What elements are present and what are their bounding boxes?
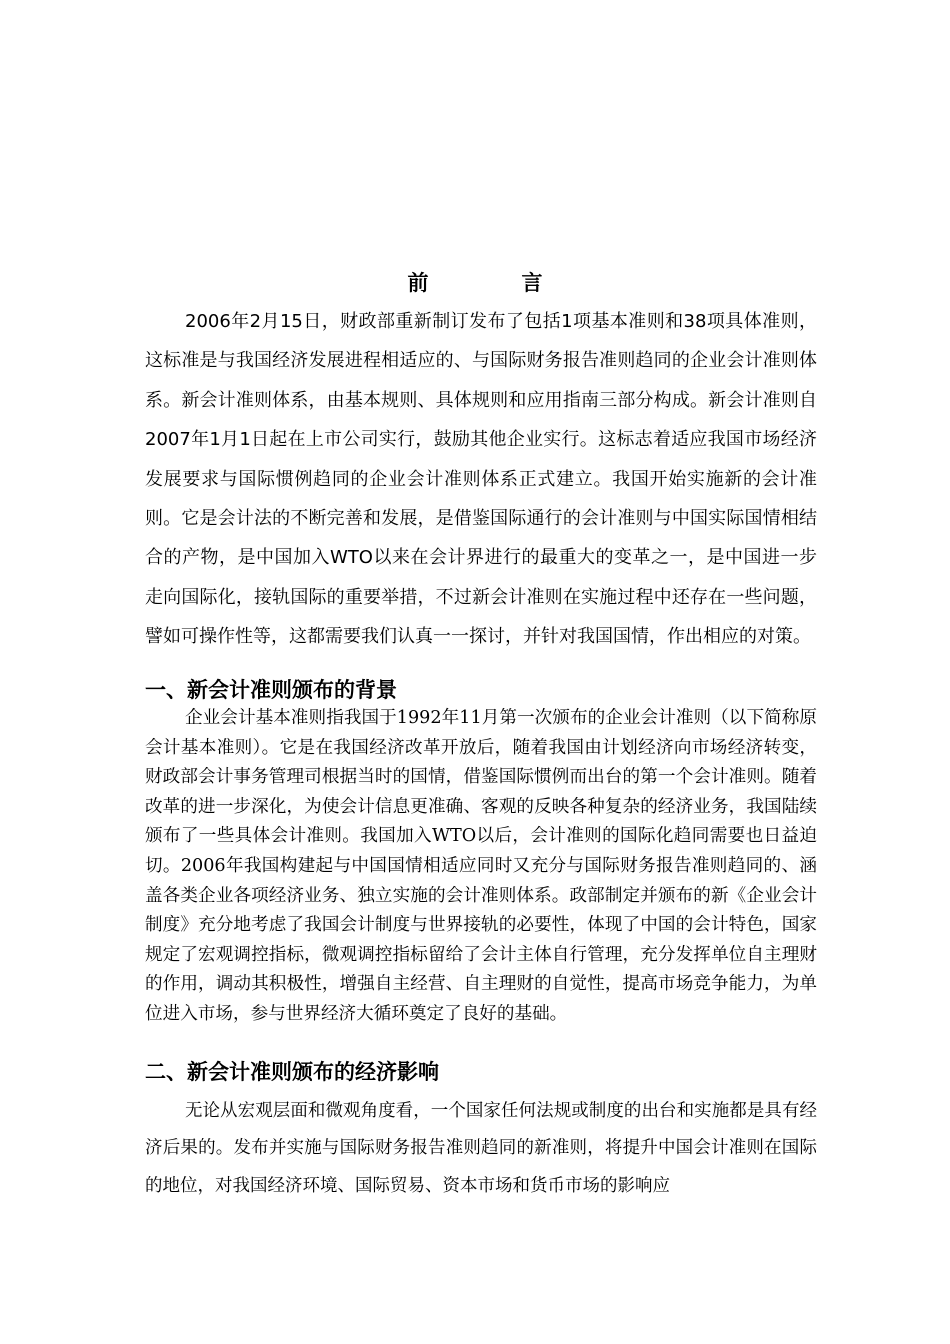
section-heading-economic-impact: 二、新会计准则颁布的经济影响 xyxy=(145,1060,439,1084)
preface-paragraph: 2006年2月15日，财政部重新制订发布了包括1项基本准则和38项具体准则，这标准是与我国经济发展进程相适应的、与国际财务报告准则趋同的企业会计准则体系。新会计准则体系，由基本规则、具体规则和应用指南三部分构成。新会计准则自2007年1月1日起在上市公司实行，鼓励其他企业实行。这标志着适应我国市场经济发展要求与国际惯例趋同的企业会计准则体系正式建立。我国开始实施新的会计准则。它是会计法的不断完善和发展，是借鉴国际通行的会计准则与中国实际国情相结合的产物，是中国加入WTO以来在会计界进行的最重大的变革之一，是中国进一步走向国际化，接轨国际的重要举措，不过新会计准则在实施过程中还存在一些问题，譬如可操作性等，这都需要我们认真一一探讨，并针对我国国情，作出相应的对策。 xyxy=(145,311,817,648)
section-heading-background: 一、新会计准则颁布的背景 xyxy=(145,678,397,702)
page-title: 前 言 xyxy=(407,271,579,295)
section-body-economic-impact: 无论从宏观层面和微观角度看，一个国家任何法规或制度的出台和实施都是具有经济后果的。发布并实施与国际财务报告准则趋同的新准则，将提升中国会计准则在国际的地位，对我国经济环境、国际贸易、资本市场和货币市场的影响应 xyxy=(145,1101,817,1196)
section-body-background: 企业会计基本准则指我国于1992年11月第一次颁布的企业会计准则（以下简称原会计基本准则）。它是在我国经济改革开放后，随着我国由计划经济向市场经济转变，财政部会计事务管理司根据当时的国情，借鉴国际惯例而出台的第一个会计准则。随着改革的进一步深化，为使会计信息更准确、客观的反映各种复杂的经济业务，我国陆续颁布了一些具体会计准则。我国加入WTO以后，会计准则的国际化趋同需要也日益迫切。2006年我国构建起与中国国情相适应同时又充分与国际财务报告准则趋同的、涵盖各类企业各项经济业务、独立实施的会计准则体系。政部制定并颁布的新《企业会计制度》充分地考虑了我国会计制度与世界接轨的必要性，体现了中国的会计特色，国家规定了宏观调控指标，微观调控指标留给了会计主体自行管理，充分发挥单位自主理财的作用，调动其积极性，增强自主经营、自主理财的自觉性，提高市场竞争能力，为单位进入市场，参与世界经济大循环奠定了良好的基础。 xyxy=(145,708,817,1024)
